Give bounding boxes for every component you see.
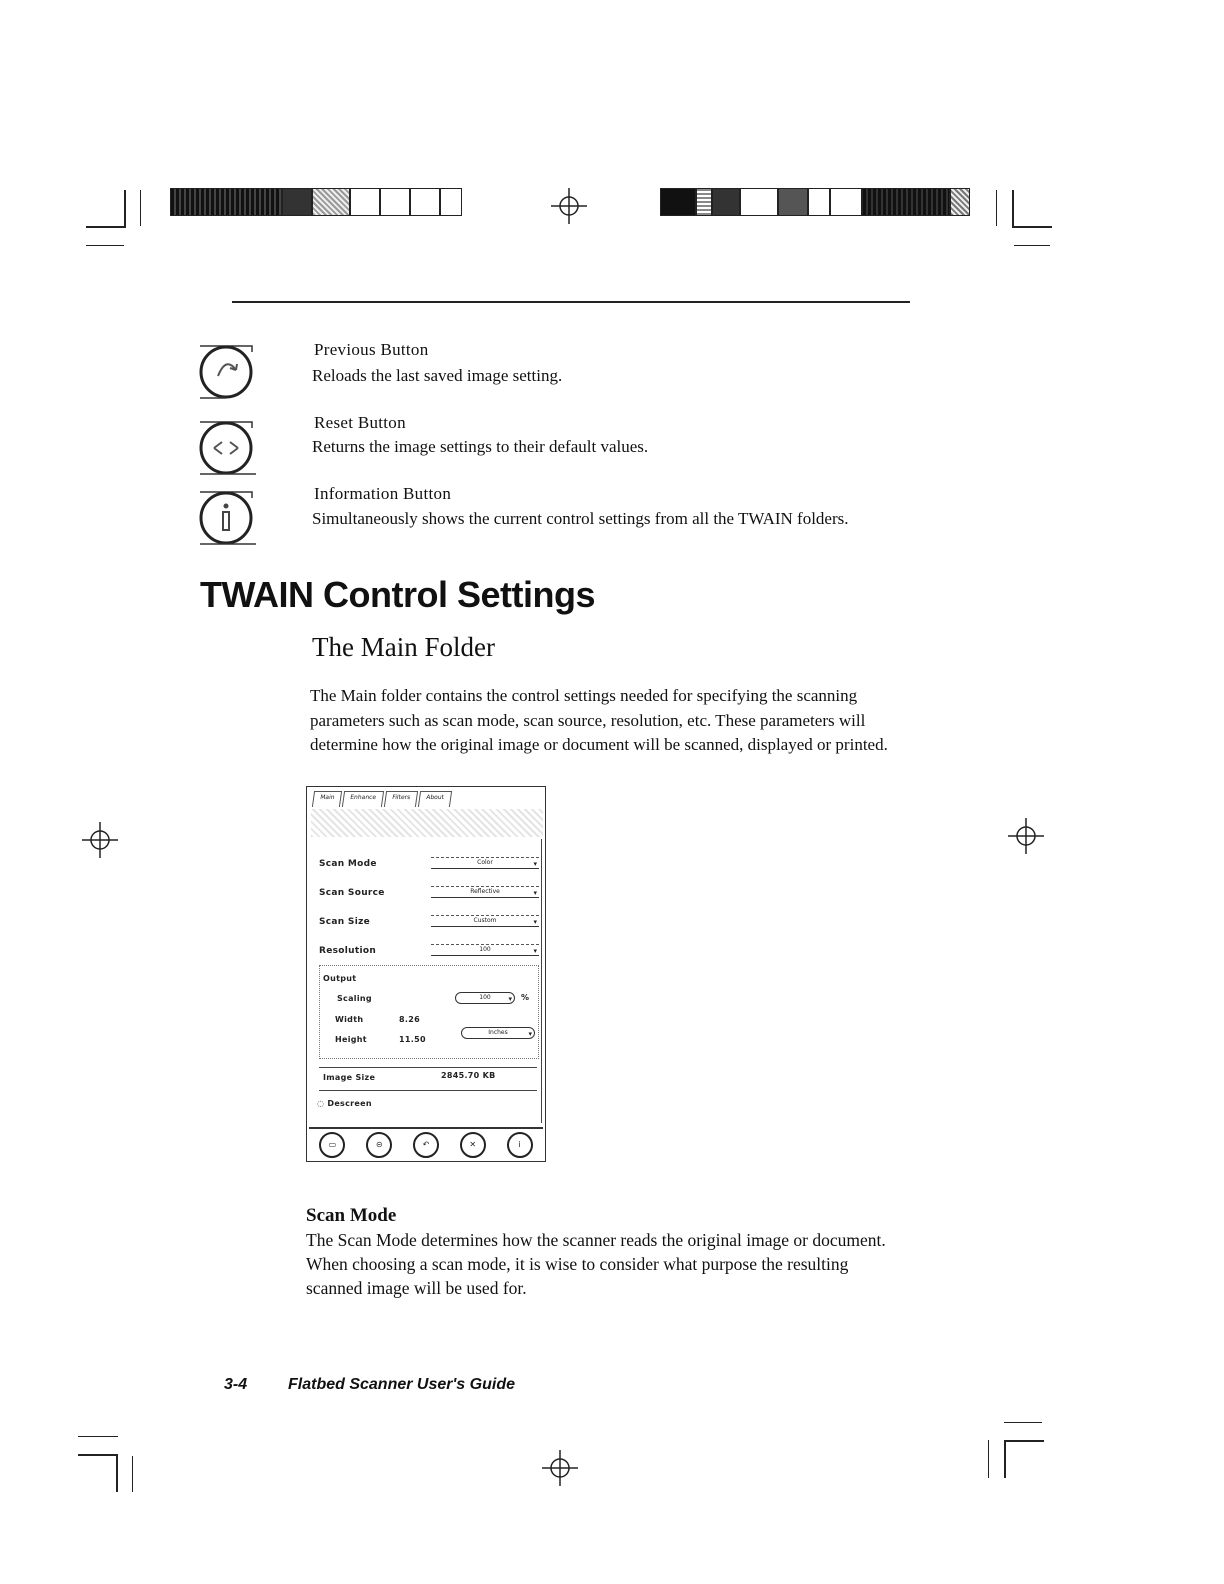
previous-button-title: Previous Button: [314, 340, 429, 359]
reset-button-desc: Returns the image settings to their default values.: [312, 437, 649, 456]
scan-icon: ▭: [328, 1140, 337, 1149]
crop-mark: [124, 190, 126, 228]
information-icon: i: [518, 1140, 521, 1149]
previous-button[interactable]: [413, 1132, 439, 1158]
previous-icon: ↶: [422, 1140, 430, 1149]
dialog-toolbar: [309, 1127, 543, 1161]
information-button-title: Information Button: [314, 484, 452, 503]
crop-mark: [988, 1440, 989, 1478]
tab-main[interactable]: Main: [312, 791, 343, 807]
crop-mark: [132, 1456, 133, 1492]
previous-button-desc: Reloads the last saved image setting.: [312, 366, 563, 385]
registration-mark-icon: [549, 186, 589, 226]
crop-mark: [86, 245, 124, 246]
crop-mark: [1012, 226, 1052, 228]
crop-mark: [1004, 1440, 1006, 1478]
scaling-unit: %: [521, 993, 530, 1002]
height-label: Height: [335, 1035, 367, 1044]
dialog-banner: [311, 809, 543, 837]
scan-mode-label: Scan Mode: [319, 859, 377, 869]
registration-mark-icon: [540, 1448, 580, 1488]
dialog-tabs: [313, 791, 451, 807]
scan-mode-select[interactable]: [431, 857, 539, 869]
tab-enhance[interactable]: Enhance: [342, 791, 384, 807]
registration-mark-icon: [80, 820, 120, 860]
descreen-checkbox[interactable]: [317, 1099, 372, 1108]
chevron-down-icon: ▾: [533, 947, 537, 955]
scan-source-value: Reflective: [470, 888, 500, 895]
registration-mark-icon: [1006, 816, 1046, 856]
crop-mark: [1012, 190, 1014, 228]
chevron-down-icon: ▾: [533, 889, 537, 897]
subsection-title: The Main Folder: [312, 632, 495, 662]
scan-button[interactable]: [319, 1132, 345, 1158]
resolution-label: Resolution: [319, 946, 377, 956]
preview-icon: ⊝: [375, 1140, 383, 1149]
width-value: 8.26: [399, 1015, 420, 1024]
scaling-select[interactable]: [455, 992, 515, 1004]
height-value: 11.50: [399, 1035, 426, 1044]
scan-source-select[interactable]: [431, 886, 539, 898]
scaling-label: Scaling: [337, 994, 372, 1003]
descreen-check-icon: ◌: [317, 1099, 328, 1108]
scan-size-value: Custom: [473, 917, 497, 924]
crop-mark: [116, 1454, 118, 1492]
reset-icon: [196, 418, 260, 476]
information-button[interactable]: [507, 1132, 533, 1158]
crop-mark: [78, 1454, 118, 1456]
twain-dialog-screenshot: [306, 786, 546, 1162]
crop-mark: [140, 190, 141, 226]
scan-mode-paragraph: The Scan Mode determines how the scanner reads the original image or document. When choosing a scan mode, it is wise to consider what purpose the resulting scanned image will be used for.: [306, 1230, 886, 1298]
reset-button-title: Reset Button: [314, 413, 406, 432]
scan-source-label: Scan Source: [319, 888, 385, 898]
unit-value: Inches: [488, 1029, 508, 1036]
scan-mode-value: Color: [477, 859, 493, 866]
reset-button[interactable]: [460, 1132, 486, 1158]
crop-mark: [86, 226, 124, 228]
width-label: Width: [335, 1015, 364, 1024]
information-icon: [196, 488, 260, 546]
output-label: Output: [323, 974, 357, 983]
crop-mark: [1014, 245, 1050, 246]
unit-select[interactable]: [461, 1027, 535, 1039]
crop-mark: [996, 190, 997, 226]
crop-mark: [1004, 1440, 1044, 1442]
chevron-down-icon: ▾: [508, 995, 512, 1003]
crop-mark: [78, 1436, 118, 1437]
information-button-desc: Simultaneously shows the current control settings from all the TWAIN folders.: [312, 509, 849, 528]
chevron-down-icon: ▾: [528, 1030, 532, 1038]
reset-icon: ✕: [469, 1140, 477, 1149]
tab-about[interactable]: About: [418, 791, 452, 807]
scaling-value: 100: [479, 994, 491, 1001]
intro-paragraph: The Main folder contains the control settings needed for specifying the scanning parameters such as scan mode, scan source, resolution, etc. These parameters will determine how the original image or document will be scanned, displayed or printed.: [310, 686, 888, 754]
scan-mode-title: Scan Mode: [306, 1205, 397, 1226]
image-size-value: 2845.70 KB: [441, 1071, 496, 1080]
header-rule: [232, 301, 910, 303]
previous-icon: [196, 342, 260, 400]
scan-size-label: Scan Size: [319, 917, 371, 927]
preview-button[interactable]: [366, 1132, 392, 1158]
page-number: 3-4: [224, 1376, 248, 1393]
chevron-down-icon: ▾: [533, 918, 537, 926]
descreen-label: Descreen: [327, 1099, 372, 1108]
scan-size-select[interactable]: [431, 915, 539, 927]
resolution-select[interactable]: [431, 944, 539, 956]
tab-filters[interactable]: Filters: [384, 791, 418, 807]
footer-title: Flatbed Scanner User's Guide: [288, 1376, 515, 1393]
resolution-value: 100: [479, 946, 491, 953]
section-title: TWAIN Control Settings: [200, 574, 595, 615]
color-bar-left: [170, 188, 462, 216]
color-bar-right: [660, 188, 970, 216]
image-size-label: Image Size: [323, 1073, 376, 1082]
chevron-down-icon: ▾: [533, 860, 537, 868]
crop-mark: [1004, 1422, 1042, 1423]
